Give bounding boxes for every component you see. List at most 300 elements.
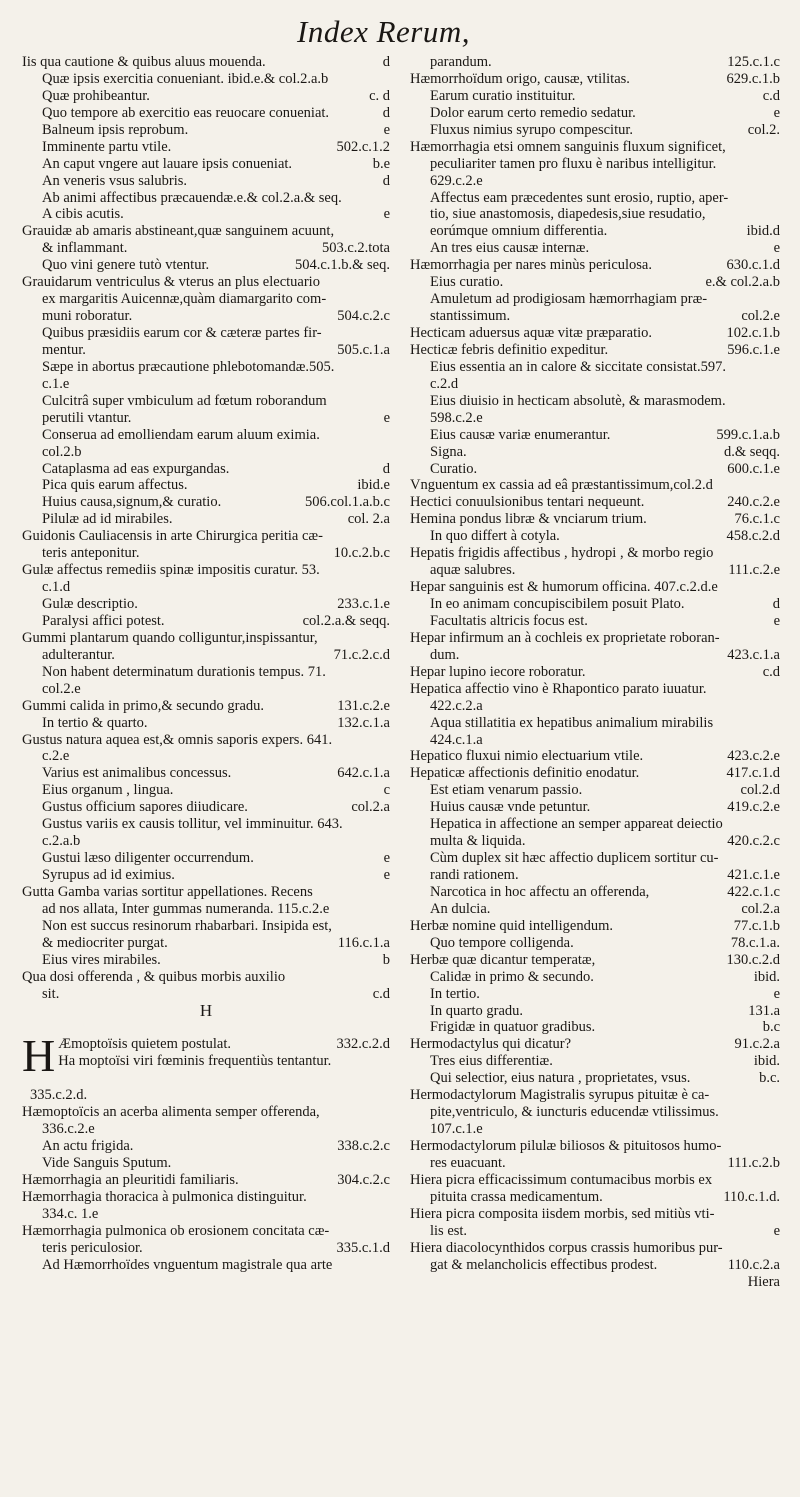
entry-text: Hermodactylorum pilulæ biliosos & pituitosos humo- bbox=[410, 1138, 722, 1154]
entry-ref: 233.c.1.e bbox=[337, 596, 390, 612]
index-entry bbox=[22, 54, 390, 71]
index-entry bbox=[410, 325, 780, 342]
entry-ref: e bbox=[773, 1222, 780, 1239]
index-entry bbox=[22, 1172, 390, 1189]
entry-text: Sæpe in abortus præcautione phlebotomandæ.505. bbox=[42, 358, 335, 375]
entry-text: pite,ventriculo, & iuncturis educendæ vtilissimus. bbox=[430, 1104, 719, 1121]
entry-text: Hæmorrhagia pulmonica ob erosionem concitata cæ- bbox=[22, 1222, 330, 1239]
entry-text: Hæmorrhagia per nares minùs periculosa. bbox=[410, 257, 652, 274]
entry-text: Imminente partu vtile. bbox=[42, 138, 172, 155]
index-entry bbox=[58, 1053, 390, 1070]
entry-text: An caput vngere aut lauare ipsis conueniat. bbox=[42, 155, 293, 172]
entry-text: Quibus præsidiis earum cor & cæteræ partes fir- bbox=[42, 325, 322, 341]
index-entry bbox=[22, 190, 390, 207]
entry-ref: 422.c.1.c bbox=[727, 883, 780, 900]
entry-text: Pica quis earum affectus. bbox=[42, 477, 188, 494]
entry-ref: col.2.a bbox=[351, 799, 390, 816]
entry-text: c.1.e bbox=[42, 375, 70, 392]
index-entry bbox=[410, 1257, 780, 1274]
index-entry bbox=[410, 545, 780, 562]
entry-text: Gustus natura aquea est,& omnis saporis expers. 641. bbox=[22, 731, 333, 748]
entry-ref: e bbox=[773, 612, 780, 629]
dropcap-letter: H bbox=[22, 1030, 56, 1082]
index-entry bbox=[410, 1138, 780, 1155]
entry-text: Hemina pondus libræ & vnciarum trium. bbox=[410, 511, 647, 528]
index-entry bbox=[410, 850, 780, 867]
index-entry bbox=[410, 782, 780, 799]
entry-text: Hiera picra composita iisdem morbis, sed mitiùs vti- bbox=[410, 1205, 715, 1222]
index-entry bbox=[22, 647, 390, 664]
index-entry bbox=[410, 461, 780, 478]
index-entry bbox=[410, 528, 780, 545]
entry-text: dum. bbox=[430, 646, 460, 663]
index-entry bbox=[410, 477, 780, 494]
index-entry bbox=[410, 816, 780, 833]
entry-text: Hæmoptoïcis an acerba alimenta semper offerenda, bbox=[22, 1104, 320, 1121]
entry-ref: c.d bbox=[372, 985, 390, 1002]
entry-text: Hermodactylorum Magistralis syrupus pituitæ è ca- bbox=[410, 1087, 710, 1104]
entry-ref: e bbox=[383, 121, 390, 138]
entry-ref: col.2.e bbox=[741, 308, 780, 325]
index-entry bbox=[410, 765, 780, 782]
entry-ref: 642.c.1.a bbox=[337, 765, 390, 782]
index-entry bbox=[410, 1223, 780, 1240]
entry-ref: b.c. bbox=[759, 1070, 780, 1087]
entry-text: Æmoptoïsis quietem postulat. bbox=[58, 1036, 232, 1053]
entry-text: Hæmorrhagia an pleuritidi familiaris. bbox=[22, 1171, 239, 1188]
entry-ref: 335.c.1.d bbox=[336, 1239, 390, 1256]
entry-ref: 332.c.2.d bbox=[336, 1036, 390, 1053]
index-entry bbox=[410, 748, 780, 765]
index-entry bbox=[410, 1172, 780, 1189]
entry-ref: 417.c.1.d bbox=[726, 765, 780, 782]
entry-text: Syrupus ad id eximius. bbox=[42, 867, 175, 883]
entry-text: Eius curatio. bbox=[430, 274, 504, 291]
index-entry bbox=[410, 867, 780, 884]
index-entry bbox=[410, 732, 780, 749]
entry-text: gat & melancholicis effectibus prodest. bbox=[430, 1256, 658, 1273]
index-entry bbox=[410, 410, 780, 427]
entry-text: Quæ prohibeantur. bbox=[42, 87, 150, 104]
entry-text: Quo tempore ab exercitio eas reuocare conueniat. bbox=[42, 104, 330, 121]
entry-ref: e.& col.2.a.b bbox=[705, 274, 780, 291]
entry-ref: ibid.d bbox=[746, 223, 780, 240]
entry-ref: 125.c.1.c bbox=[727, 54, 780, 70]
entry-ref: col.2.d bbox=[740, 782, 780, 799]
entry-text: Non habent determinatum durationis tempus. 71. bbox=[42, 663, 326, 680]
index-entry bbox=[22, 562, 390, 579]
index-entry bbox=[410, 698, 780, 715]
index-entry bbox=[410, 71, 780, 88]
index-entry bbox=[410, 54, 780, 71]
entry-text: Fluxus nimius syrupo compescitur. bbox=[430, 121, 633, 138]
entry-text: Qui selectior, eius natura , proprietates, vsus. bbox=[430, 1070, 691, 1087]
entry-text: Quo tempore colligenda. bbox=[430, 934, 574, 951]
entry-ref: col.2.a.& seqq. bbox=[302, 612, 390, 629]
index-entry bbox=[410, 206, 780, 223]
index-entry bbox=[22, 1206, 390, 1223]
entry-text: Eius organum , lingua. bbox=[42, 782, 174, 799]
index-entry bbox=[410, 986, 780, 1003]
entry-ref: d bbox=[382, 460, 390, 477]
index-entry bbox=[410, 1053, 780, 1070]
entry-text: Herbæ nomine quid intelligendum. bbox=[410, 917, 613, 934]
entry-ref: 458.c.2.d bbox=[726, 528, 780, 545]
index-entry bbox=[22, 1257, 390, 1274]
index-entry bbox=[410, 1003, 780, 1020]
entry-ref: 77.c.1.b bbox=[733, 917, 780, 934]
index-entry bbox=[410, 308, 780, 325]
entry-ref: 110.c.2.a bbox=[727, 1256, 780, 1273]
index-entry bbox=[410, 88, 780, 105]
entry-text: Hecticam aduersus aquæ vitæ præparatio. bbox=[410, 325, 653, 341]
entry-text: Pilulæ ad id mirabiles. bbox=[42, 511, 173, 528]
index-entry bbox=[410, 156, 780, 173]
index-entry bbox=[22, 291, 390, 308]
entry-text: Aqua stillatitia ex hepatibus animalium mirabilis bbox=[430, 714, 714, 731]
entry-text: Eius diuisio in hecticam absolutè, & marasmodem. bbox=[430, 392, 726, 409]
entry-ref: 630.c.1.d bbox=[726, 257, 780, 274]
index-entry bbox=[410, 596, 780, 613]
entry-text: Hiera diacolocynthidos corpus crassis humoribus pur- bbox=[410, 1239, 723, 1256]
entry-ref: 78.c.1.a. bbox=[730, 934, 780, 951]
index-entry bbox=[410, 444, 780, 461]
entry-text: peculiariter tamen pro fluxu è naribus intelligitur. bbox=[430, 155, 717, 172]
entry-text: c.2.e bbox=[42, 748, 70, 765]
index-entry bbox=[410, 1189, 780, 1206]
entry-text: Curatio. bbox=[430, 460, 478, 477]
entry-text: perutili vtantur. bbox=[42, 409, 132, 426]
entry-text: Herbæ quæ dicantur temperatæ, bbox=[410, 951, 596, 968]
entry-text: An dulcia. bbox=[430, 900, 491, 917]
entry-ref: col. 2.a bbox=[347, 511, 390, 528]
dropcap-entry bbox=[22, 1030, 390, 1087]
index-entry bbox=[22, 816, 390, 833]
index-entry bbox=[22, 884, 390, 901]
catchword: Hiera bbox=[747, 1273, 780, 1290]
section-letter-line bbox=[22, 1000, 390, 1020]
index-entry bbox=[22, 630, 390, 647]
entry-text: teris periculosior. bbox=[42, 1239, 143, 1256]
entry-ref: b.e bbox=[372, 155, 390, 172]
entry-ref: 71.c.2.c.d bbox=[333, 646, 390, 663]
index-entry bbox=[22, 901, 390, 918]
entry-text: ad nos allata, Inter gummas numeranda. 115.c.2.e bbox=[42, 900, 330, 917]
entry-ref: e bbox=[773, 240, 780, 257]
index-entry bbox=[22, 427, 390, 444]
entry-text: lis est. bbox=[430, 1222, 468, 1239]
index-entry bbox=[410, 1121, 780, 1138]
index-entry bbox=[22, 715, 390, 732]
entry-ref: 102.c.1.b bbox=[726, 325, 780, 341]
entry-text: Signa. bbox=[430, 443, 467, 460]
index-entry bbox=[410, 1070, 780, 1087]
entry-text: Gustui læso diligenter occurrendum. bbox=[42, 850, 254, 867]
entry-text: An actu frigida. bbox=[42, 1138, 134, 1155]
entry-text: Cataplasma ad eas expurgandas. bbox=[42, 460, 230, 477]
index-entry bbox=[410, 105, 780, 122]
entry-ref: 423.c.2.e bbox=[727, 748, 780, 765]
index-entry bbox=[22, 765, 390, 782]
entry-text: Balneum ipsis reprobum. bbox=[42, 121, 189, 138]
entry-ref: b.c bbox=[762, 1019, 780, 1036]
index-entry bbox=[410, 1087, 780, 1104]
index-entry bbox=[22, 1189, 390, 1206]
index-entry bbox=[22, 969, 390, 986]
entry-ref: 504.c.1.b.& seq. bbox=[294, 257, 390, 274]
entry-ref: 505.c.1.a bbox=[337, 341, 390, 358]
entry-ref: d bbox=[772, 596, 780, 612]
index-entry bbox=[22, 257, 390, 274]
entry-text: Grauidæ ab amaris abstineant,quæ sanguinem acuunt, bbox=[22, 223, 335, 240]
entry-ref: e bbox=[383, 206, 390, 223]
entry-text: Eius essentia an in calore & siccitate consistat.597. bbox=[430, 358, 726, 375]
entry-ref: d bbox=[382, 54, 390, 70]
entry-text: Paralysi affici potest. bbox=[42, 612, 165, 629]
entry-text: Hepatica in affectione an semper appareat deiectio bbox=[430, 816, 723, 833]
index-entry bbox=[22, 156, 390, 173]
entry-ref: d bbox=[382, 172, 390, 189]
entry-text: Dolor earum certo remedio sedatur. bbox=[430, 104, 636, 121]
index-entry bbox=[410, 579, 780, 596]
entry-text: An veneris vsus salubris. bbox=[42, 172, 187, 189]
index-entry bbox=[22, 545, 390, 562]
index-entry bbox=[22, 867, 390, 884]
entry-text: Amuletum ad prodigiosam hæmorrhagiam præ- bbox=[430, 291, 708, 308]
entry-text: Eius vires mirabiles. bbox=[42, 951, 161, 968]
entry-ref: b bbox=[382, 951, 390, 968]
entry-ref: e bbox=[383, 850, 390, 867]
index-entry bbox=[410, 122, 780, 139]
entry-text: Eius causæ variæ enumerantur. bbox=[430, 426, 611, 443]
index-entry bbox=[410, 935, 780, 952]
entry-text: c.2.a.b bbox=[42, 833, 81, 850]
entry-text: res euacuant. bbox=[430, 1154, 506, 1171]
entry-text: aquæ salubres. bbox=[430, 562, 516, 579]
index-entry bbox=[410, 376, 780, 393]
entry-text: 334.c. 1.e bbox=[42, 1205, 99, 1222]
index-entry bbox=[22, 596, 390, 613]
index-entry bbox=[22, 935, 390, 952]
entry-ref: c.d bbox=[762, 87, 780, 104]
entry-ref: d bbox=[382, 104, 390, 121]
entry-text: Affectus eam præcedentes sunt erosio, ruptio, aper- bbox=[430, 189, 729, 206]
entry-text: Ad Hæmorrhoïdes vnguentum magistrale qua arte bbox=[42, 1256, 333, 1273]
entry-ref: col.2. bbox=[747, 121, 780, 138]
entry-ref: 304.c.2.c bbox=[337, 1171, 390, 1188]
entry-text: Frigidæ in quatuor gradibus. bbox=[430, 1019, 596, 1036]
entry-text: Conserua ad emolliendam earum aluum eximia. bbox=[42, 426, 320, 443]
entry-text: Non est succus resinorum rhabarbari. Insipida est, bbox=[42, 917, 332, 934]
entry-ref: 423.c.1.a bbox=[727, 646, 780, 663]
entry-ref: e bbox=[383, 409, 390, 426]
entry-ref: e bbox=[383, 867, 390, 883]
index-entry bbox=[410, 1206, 780, 1223]
index-entry bbox=[22, 88, 390, 105]
entry-text: mentur. bbox=[42, 341, 86, 358]
entry-text: Culcitrâ super vmbiculum ad fœtum roborandum bbox=[42, 392, 327, 409]
entry-text: teris anteponitur. bbox=[42, 545, 140, 562]
index-entry bbox=[410, 613, 780, 630]
entry-text: In eo animam concupiscibilem posuit Plato. bbox=[430, 596, 685, 612]
entry-text: parandum. bbox=[430, 54, 492, 70]
index-entry bbox=[22, 206, 390, 223]
entry-text: Guidonis Cauliacensis in arte Chirurgica peritia cæ- bbox=[22, 528, 323, 545]
entry-ref: 338.c.2.c bbox=[337, 1138, 390, 1155]
entry-text: Huius causæ vnde petuntur. bbox=[430, 799, 591, 816]
index-entry bbox=[410, 190, 780, 207]
index-entry bbox=[22, 325, 390, 342]
entry-text: stantissimum. bbox=[430, 308, 511, 325]
index-entry bbox=[22, 986, 390, 1003]
entry-text: ex margaritis Auicennæ,quàm diamargarito com- bbox=[42, 291, 327, 308]
entry-text: Hectici conuulsionibus tentari nequeunt. bbox=[410, 494, 645, 511]
entry-text: Hepar infirmum an à cochleis ex proprietate roboran- bbox=[410, 629, 720, 646]
entry-text: 107.c.1.e bbox=[430, 1121, 483, 1138]
entry-text: Hepaticæ affectionis definitio enodatur. bbox=[410, 765, 640, 782]
index-entry bbox=[22, 376, 390, 393]
entry-text: tio, siue anastomosis, diapedesis,siue resudatio, bbox=[430, 206, 706, 223]
entry-text: 335.c.2.d. bbox=[30, 1087, 88, 1104]
entry-text: & inflammant. bbox=[42, 240, 128, 257]
index-entry bbox=[22, 782, 390, 799]
entry-text: pituita crassa medicamentum. bbox=[430, 1188, 603, 1205]
index-entry bbox=[410, 274, 780, 291]
entry-text: Gutta Gamba varias sortitur appellationes. Recens bbox=[22, 883, 313, 900]
catchword-line bbox=[410, 1274, 780, 1291]
entry-ref: 111.c.2.e bbox=[728, 562, 780, 579]
entry-text: Gulæ affectus remediis spinæ impositis curatur. 53. bbox=[22, 562, 320, 579]
entry-ref: e bbox=[773, 104, 780, 121]
index-entry bbox=[22, 477, 390, 494]
index-entry bbox=[22, 105, 390, 122]
index-entry bbox=[22, 1121, 390, 1138]
entry-ref: 599.c.1.a.b bbox=[716, 426, 780, 443]
entry-text: randi rationem. bbox=[430, 867, 519, 883]
index-entry bbox=[22, 461, 390, 478]
right-column bbox=[410, 54, 780, 1497]
entry-text: Iis qua cautione & quibus aluus mouenda. bbox=[22, 54, 266, 70]
index-entry bbox=[22, 139, 390, 156]
index-entry bbox=[22, 799, 390, 816]
entry-ref: 420.c.2.c bbox=[727, 833, 780, 850]
index-entry bbox=[410, 562, 780, 579]
page-title: Index Rerum, bbox=[297, 14, 470, 49]
entry-ref: 131.c.2.e bbox=[337, 697, 390, 714]
index-entry bbox=[410, 494, 780, 511]
entry-text: col.2.b bbox=[42, 443, 82, 460]
index-entry bbox=[410, 969, 780, 986]
entry-text: Calidæ in primo & secundo. bbox=[430, 968, 594, 985]
index-entry bbox=[58, 1036, 390, 1053]
index-entry bbox=[22, 1223, 390, 1240]
entry-text: Hermodactylus qui dicatur? bbox=[410, 1036, 572, 1053]
entry-text: sit. bbox=[42, 985, 60, 1002]
entry-ref: 240.c.2.e bbox=[727, 494, 780, 511]
entry-text: A cibis acutis. bbox=[42, 206, 124, 223]
index-entry bbox=[22, 850, 390, 867]
index-entry bbox=[22, 393, 390, 410]
entry-ref: d.& seqq. bbox=[724, 443, 780, 460]
index-entry bbox=[410, 427, 780, 444]
index-entry bbox=[410, 1019, 780, 1036]
entry-text: Gummi plantarum quando colliguntur,inspissantur, bbox=[22, 629, 318, 646]
index-entry bbox=[410, 799, 780, 816]
section-letter: H bbox=[199, 1000, 213, 1020]
index-entry bbox=[410, 223, 780, 240]
entry-text: Quo vini genere tutò vtentur. bbox=[42, 257, 210, 274]
index-entry bbox=[410, 647, 780, 664]
index-entry bbox=[22, 918, 390, 935]
entry-text: Grauidarum ventriculus & vterus an plus electuario bbox=[22, 274, 320, 291]
index-entry bbox=[22, 308, 390, 325]
index-entry bbox=[22, 274, 390, 291]
entry-ref: c.d bbox=[762, 663, 780, 680]
index-entry bbox=[22, 1138, 390, 1155]
index-entry bbox=[22, 359, 390, 376]
entry-text: Huius causa,signum,& curatio. bbox=[42, 494, 222, 511]
entry-text: Hepatica affectio vino è Rhapontico parato iuuatur. bbox=[410, 680, 707, 697]
index-entry bbox=[410, 173, 780, 190]
index-entry bbox=[22, 223, 390, 240]
entry-text: Hepar sanguinis est & humorum officina. 407.c.2.d.e bbox=[410, 579, 718, 596]
entry-ref: ibid.e bbox=[357, 477, 390, 494]
entry-text: Gulæ descriptio. bbox=[42, 596, 138, 612]
entry-text: Facultatis altricis focus est. bbox=[430, 612, 588, 629]
entry-ref: 131.a bbox=[748, 1002, 780, 1019]
index-entry bbox=[22, 240, 390, 257]
entry-text: Narcotica in hoc affectu an offerenda, bbox=[430, 883, 650, 900]
entry-text: & mediocriter purgat. bbox=[42, 934, 168, 951]
index-entry bbox=[410, 1240, 780, 1257]
entry-ref: 506.col.1.a.b.c bbox=[305, 494, 390, 511]
entry-text: 598.c.2.e bbox=[430, 409, 483, 426]
entry-text: 629.c.2.e bbox=[430, 172, 483, 189]
entry-ref: 502.c.1.2 bbox=[336, 138, 390, 155]
entry-text: Qua dosi offerenda , & quibus morbis auxilio bbox=[22, 968, 286, 985]
entry-text: Hepatis frigidis affectibus , hydropi , & morbo regio bbox=[410, 545, 714, 562]
index-entry bbox=[22, 494, 390, 511]
entry-text: Hepar lupino iecore roboratur. bbox=[410, 663, 586, 680]
index-entry bbox=[410, 291, 780, 308]
index-entry bbox=[410, 630, 780, 647]
index-entry bbox=[22, 122, 390, 139]
entry-text: Gustus officium sapores diiudicare. bbox=[42, 799, 248, 816]
index-entry bbox=[22, 681, 390, 698]
entry-ref: e bbox=[773, 985, 780, 1002]
entry-text: Ab animi affectibus præcauendæ.e.& col.2.a.& seq. bbox=[42, 189, 342, 206]
index-entry bbox=[410, 359, 780, 376]
entry-ref: 132.c.1.a bbox=[337, 714, 390, 731]
index-entry bbox=[22, 1240, 390, 1257]
index-entry bbox=[410, 1155, 780, 1172]
entry-ref: ibid. bbox=[753, 968, 780, 985]
entry-text: Tres eius differentiæ. bbox=[430, 1053, 553, 1070]
entry-text: Hæmorrhoïdum origo, causæ, vtilitas. bbox=[410, 70, 630, 87]
index-entry bbox=[22, 528, 390, 545]
entry-text: Gummi calida in primo,& secundo gradu. bbox=[22, 697, 265, 714]
entry-text: Quæ ipsis exercitia conueniant. ibid.e.& col.2.a.b bbox=[42, 70, 329, 87]
index-entry bbox=[22, 833, 390, 850]
index-entry bbox=[410, 1036, 780, 1053]
index-entry bbox=[22, 173, 390, 190]
entry-text: Hæmorrhagia thoracica à pulmonica distinguitur. bbox=[22, 1188, 307, 1205]
index-entry bbox=[410, 139, 780, 156]
index-entry bbox=[22, 1087, 390, 1104]
index-entry bbox=[22, 1155, 390, 1172]
entry-ref: c. d bbox=[369, 87, 390, 104]
entry-text: In quarto gradu. bbox=[430, 1002, 524, 1019]
